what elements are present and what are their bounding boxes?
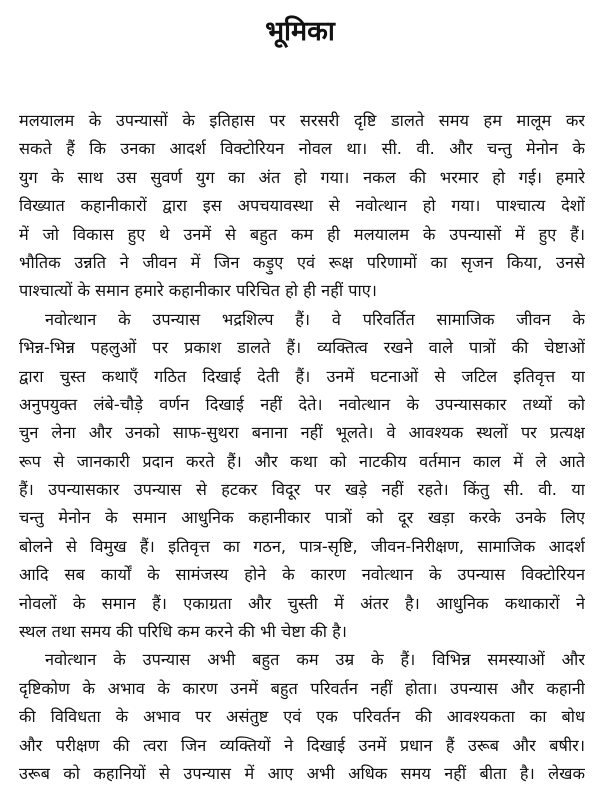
paragraph-2-line-11: नोवलों के समान हैं। एकाग्रता और चुस्ती में अंतर है। आधुनिक कथाकारों ने	[19, 593, 585, 613]
paragraph-3-line-2: दृष्टिकोण के अभाव के कारण उनमें बहुत परिवर्तन नहीं होता। उपन्यास और कहानी	[19, 678, 585, 698]
paragraph-2-line-9: बोलने से विमुख हैं। इतिवृत्त का गठन, पात्र-सृष्टि, जीवन-निरीक्षण, सामाजिक आदर्श	[19, 536, 585, 556]
paragraph-2-line-6: रूप से जानकारी प्रदान करते हैं। और कथा को नाटकीय वर्तमान काल में ले आते	[19, 451, 585, 471]
paragraph-3-line-4: और परीक्षण की त्वरा जिन व्यक्तियों ने दिखाई उनमें प्रधान हैं उरूब और बषीर।	[19, 735, 585, 755]
paragraph-1-line-4: विख्यात कहानीकारों द्वारा इस अपचयावस्था से नवोत्थान हो गया। पाश्चात्य देशों	[19, 196, 585, 216]
body-text	[19, 107, 585, 788]
paragraph-2-line-3: द्वारा चुस्त कथाएँ गठित दिखाई देती हैं। उनमें घटनाओं से जटिल इतिवृत्त या	[19, 366, 585, 386]
paragraph-1-line-2: सकते हैं कि उनका आदर्श विक्टोरियन नोवल था। सी. वी. और चन्तु मेनोन के	[19, 139, 585, 159]
paragraph-3-line-1: नवोत्थान के उपन्यास अभी बहुत कम उम्र के हैं। विभिन्न समस्याओं और	[45, 650, 585, 670]
paragraph-2-line-12: स्थल तथा समय की परिधि कम करने की भी चेष्टा की है।	[19, 622, 347, 642]
paragraph-2-line-7: हैं। उपन्यासकार उपन्यास से हटकर विदूर पर खड़े नहीं रहते। किंतु सी. वी. या	[19, 480, 585, 500]
paragraph-2-line-4: अनुपयुक्त लंबे-चौड़े वर्णन दिखाई नहीं देते। नवोत्थान के उपन्यासकार तथ्यों को	[19, 394, 585, 414]
paragraph-1-line-5: में जो विकास हुए थे उनमें से बहुत कम ही मलयालम के उपन्यासों में हुए हैं।	[19, 224, 585, 244]
paragraph-1-line-3: युग के साथ उस सुवर्ण युग का अंत हो गया। नकल की भरमार हो गई। हमारे	[19, 167, 585, 187]
paragraph-1-line-1: मलयालम के उपन्यासों के इतिहास पर सरसरी दृष्टि डालते समय हम मालूम कर	[19, 111, 585, 130]
page-title: भूमिका	[265, 16, 335, 47]
paragraph-1-line-6: भौतिक उन्नति ने जीवन में जिन कड़ुए एवं रूक्ष परिणामों का सृजन किया, उनसे	[19, 252, 585, 272]
paragraph-2-line-8: चन्तु मेनोन के समान आधुनिक कहानीकार पात्रों को दूर खड़ा करके उनके लिए	[19, 508, 585, 528]
paragraph-2-line-5: चुन लेना और उनको साफ-सुथरा बनाना नहीं भूलते। वे आवश्यक स्थलों पर प्रत्यक्ष	[19, 423, 585, 443]
paragraph-3-line-3: की विविधता के अभाव पर असंतुष्ट एवं एक परिवर्तन की आवश्यकता का बोध	[19, 707, 585, 727]
paragraph-1-line-7: पाश्चात्यों के समान हमारे कहानीकार परिचित हो ही नहीं पाए।	[19, 281, 377, 301]
paragraph-2-line-1: नवोत्थान के उपन्यास भद्रशिल्प हैं। वे परिवर्तित सामाजिक जीवन के	[45, 309, 585, 329]
paragraph-3-line-5: उरूब को कहानियों से उपन्यास में आए अभी अधिक समय नहीं बीता है। लेखक	[19, 763, 585, 783]
paragraph-2-line-2: भिन्न-भिन्न पहलुओं पर प्रकाश डालते हैं। व्यक्तित्व रखने वाले पात्रों की चेष्टाओं	[19, 338, 585, 358]
paragraph-2-line-10: आदि सब कार्यों के सामंजस्य होने के कारण नवोत्थान के उपन्यास विक्टोरियन	[19, 565, 585, 585]
